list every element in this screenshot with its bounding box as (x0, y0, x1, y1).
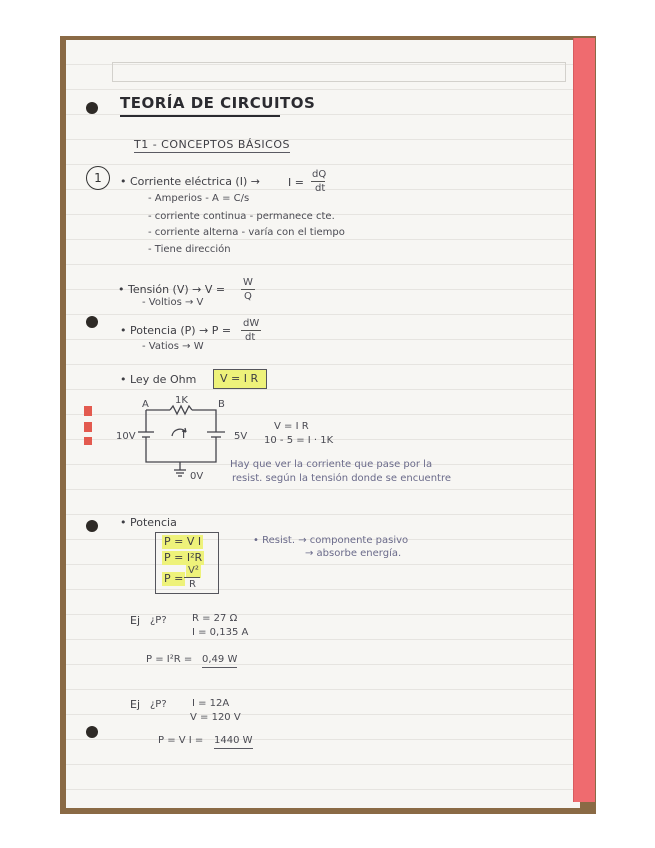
potencia-formulas-label: • Potencia (120, 516, 177, 529)
circuit-comment: Hay que ver la corriente que pase por la (230, 459, 433, 470)
tension-num: W (243, 277, 253, 288)
example-result: 1440 W (214, 734, 253, 749)
node-a-label: A (142, 399, 149, 410)
corriente-note: - Tiene dirección (148, 244, 231, 255)
example-question: ¿P? (150, 699, 167, 710)
power-formula: P = V I (164, 535, 202, 548)
corriente-line: • Corriente eléctrica (I) → (120, 175, 260, 188)
circuit-equation: V = I R (274, 421, 309, 432)
potencia-line: • Potencia (P) → P = (120, 324, 232, 337)
power-formula-num: V² (188, 565, 199, 576)
potencia-den: dt (245, 332, 256, 343)
example-value: R = 27 Ω (192, 613, 238, 624)
example-label: Ej (130, 614, 141, 627)
power-formula: P = I²R (164, 551, 203, 564)
tension-den: Q (244, 291, 252, 302)
current-label: I (182, 428, 186, 441)
right-source-label: 5V (234, 431, 248, 442)
corriente-note: - corriente continua - permanece cte. (148, 211, 335, 222)
circuit-equation: 10 - 5 = I · 1K (264, 435, 334, 446)
ohm-label: • Ley de Ohm (120, 373, 197, 386)
section-subtitle: T1 - CONCEPTOS BÁSICOS (134, 138, 290, 151)
resistor-note: • Resist. → componente pasivo (253, 535, 409, 546)
example-result: 0,49 W (202, 653, 237, 668)
example-value: I = 0,135 A (192, 627, 249, 638)
corriente-note: - corriente alterna - varía con el tiempo (148, 227, 345, 238)
node-b-label: B (218, 399, 225, 410)
potencia-units: - Vatios → W (142, 341, 204, 352)
left-source-label: 10V (116, 431, 136, 442)
example-label: Ej (130, 698, 141, 711)
tension-line: • Tensión (V) → V = (118, 283, 226, 296)
resistor-label: 1K (175, 395, 188, 406)
example-question: ¿P? (150, 615, 167, 626)
example-value: V = 120 V (190, 712, 241, 723)
ground-label: 0V (190, 471, 204, 482)
potencia-num: dW (243, 318, 260, 329)
example-result-label: P = V I = (158, 735, 204, 746)
example-result-label: P = I²R = (146, 654, 193, 665)
corriente-den: dt (315, 183, 326, 194)
example-value: I = 12A (192, 698, 230, 709)
power-formula-den: R (189, 579, 196, 590)
power-formula: P = (164, 572, 184, 585)
tension-units: - Voltios → V (142, 297, 204, 308)
circuit-comment: resist. según la tensión donde se encuentre (232, 473, 452, 484)
corriente-num: dQ (312, 169, 327, 180)
resistor-note: → absorbe energía. (305, 548, 402, 559)
page-title: TEORÍA DE CIRCUITOS (120, 94, 316, 112)
corriente-units: - Amperios - A = C/s (148, 193, 250, 204)
section-number: 1 (86, 166, 110, 190)
corriente-formula: I = (288, 176, 304, 189)
ohm-formula: V = I R (220, 372, 259, 385)
